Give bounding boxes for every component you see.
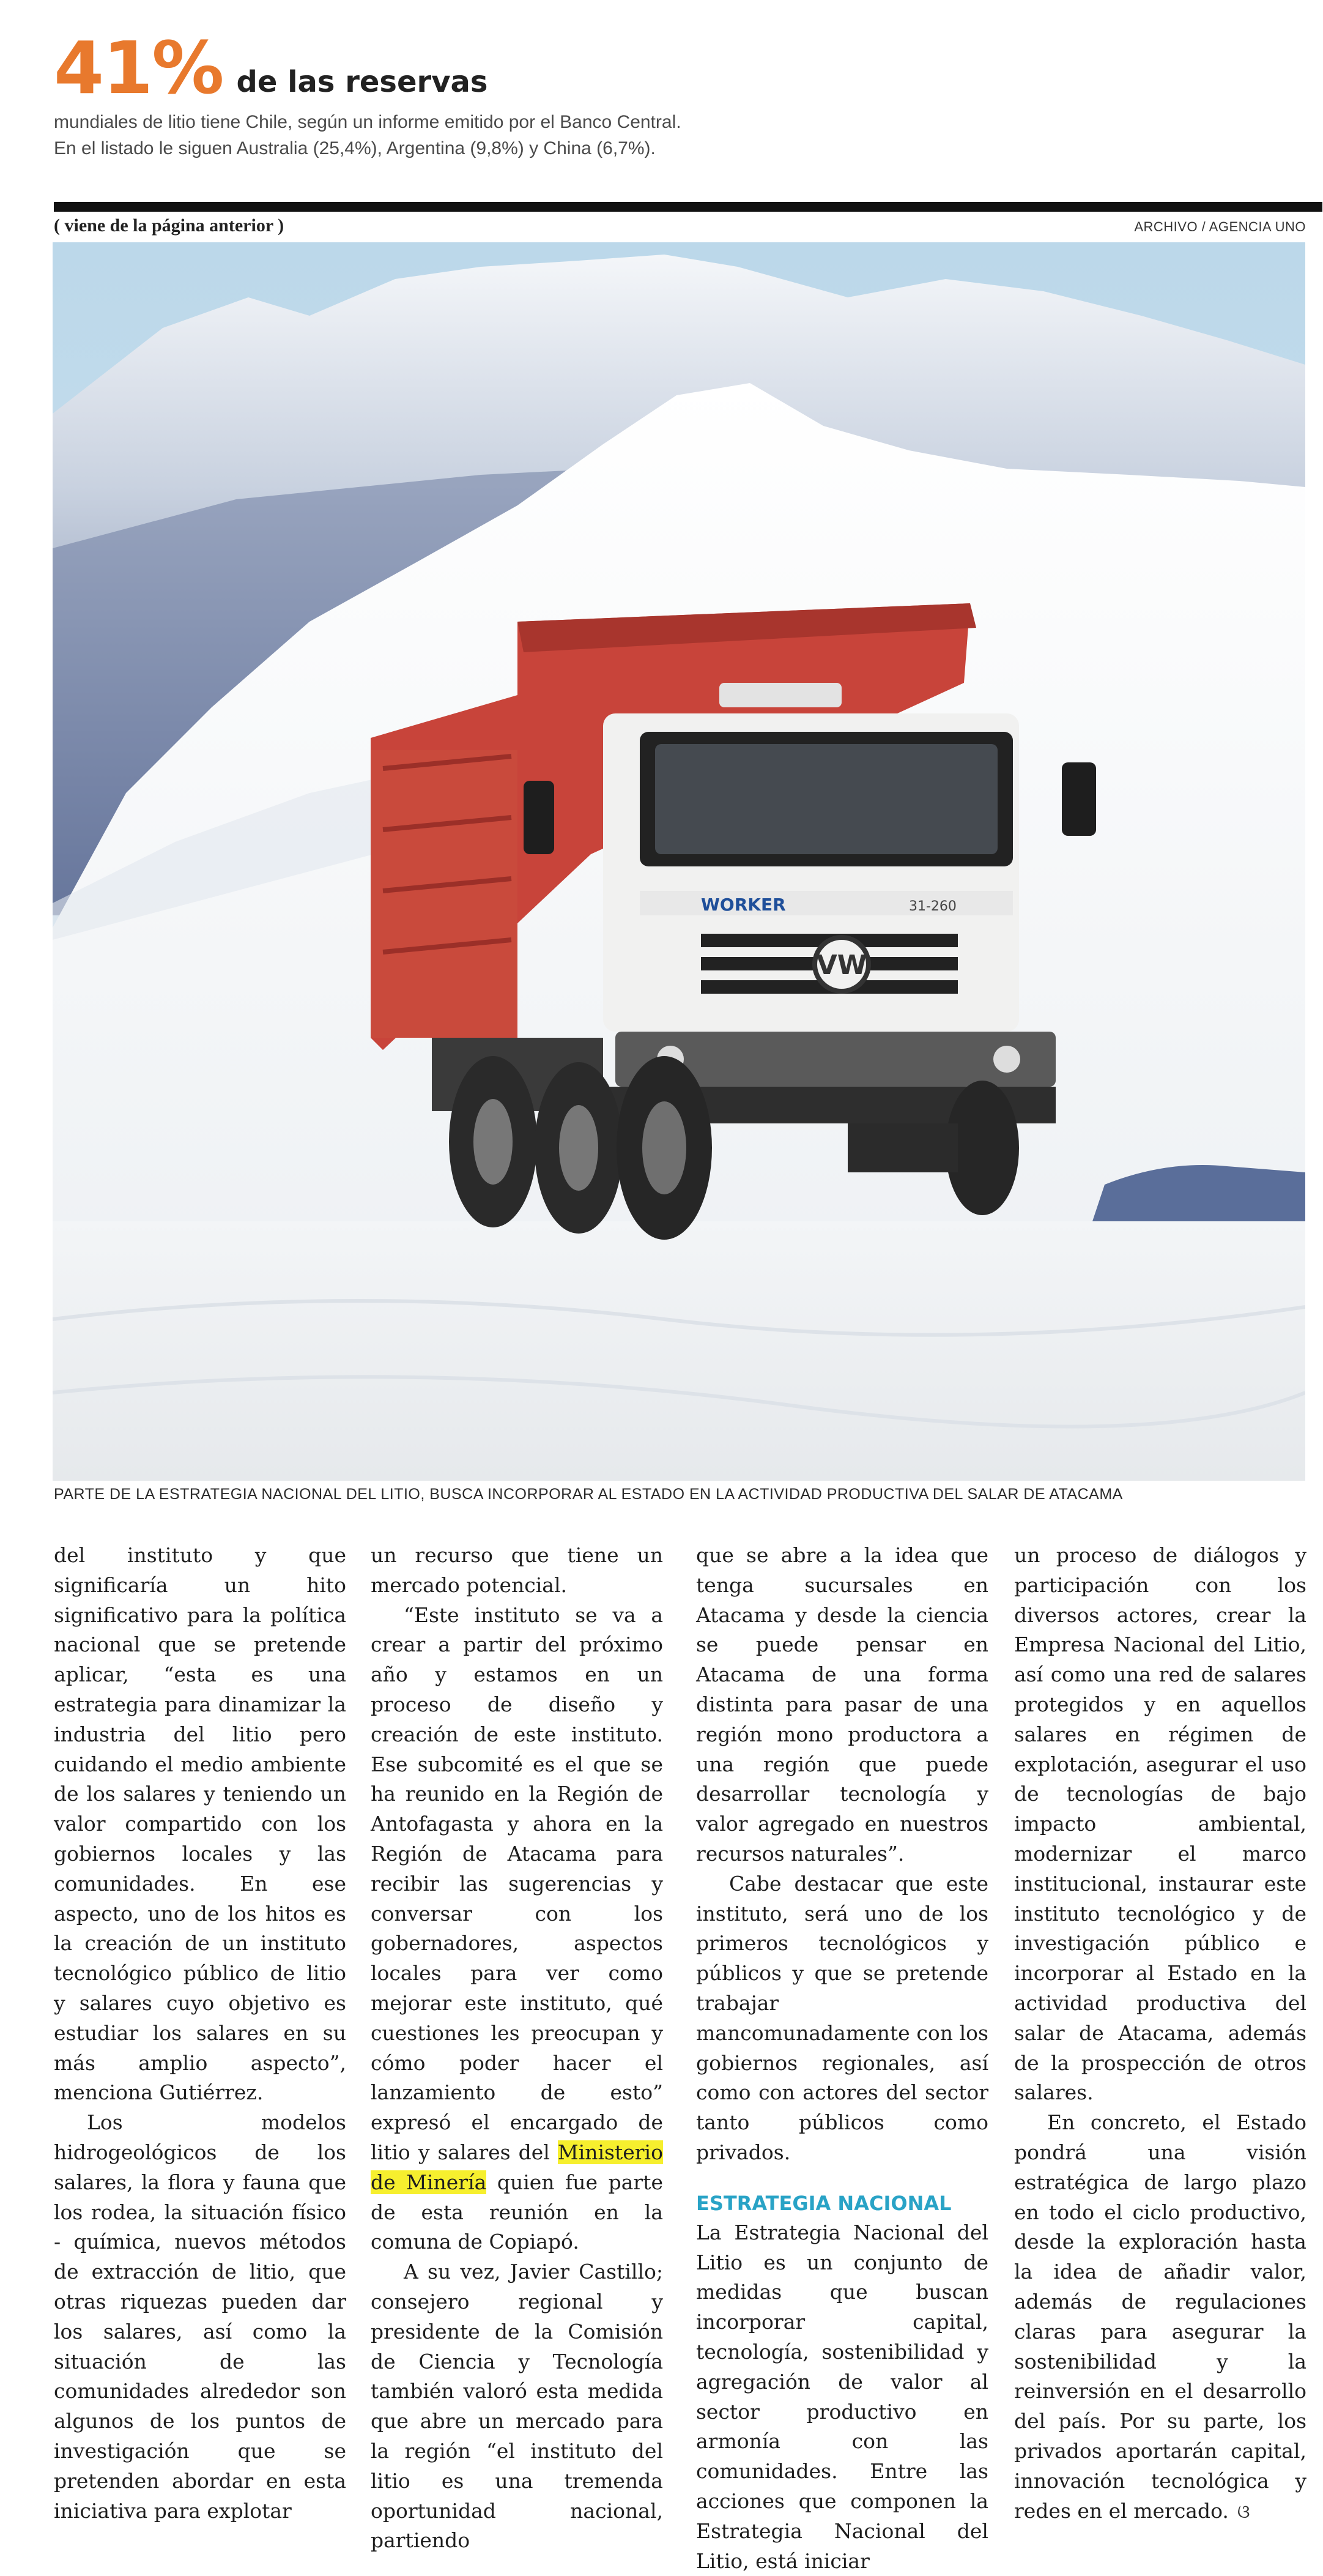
paragraph-text-end: quien fue parte de esta reunión en la comuna de Copiapó. [371, 2170, 663, 2254]
stat-line [54, 26, 727, 110]
stat-block [54, 26, 727, 162]
svg-text:VW: VW [816, 950, 867, 981]
column-4 [1014, 1541, 1306, 2527]
stat-text: mundiales de litio tiene Chile, según un informe emitido por el Banco Central. En el listado le siguen Australia (25,4%), Argentina (9,8%) y China (6,7%). [54, 112, 681, 158]
paragraph-with-highlight [371, 1601, 663, 2258]
truck-model-text: 31-260 [909, 899, 957, 914]
article-photo [53, 242, 1305, 1481]
column-2 [371, 1541, 663, 2556]
salt-flat-truck-illustration [53, 242, 1305, 1481]
photo-credit: ARCHIVO / AGENCIA UNO [1134, 219, 1306, 234]
section-divider [54, 202, 1322, 212]
article-body [53, 1541, 1306, 2573]
paragraph: que se abre a la idea que tenga sucursales en Atacama y desde la ciencia se puede pensar en Atacama de una forma distinta para pasar de una región mono productora a una región que puede desarrollar tecnología y valor agregado en nuestros recursos naturales”. [696, 1543, 988, 1866]
paragraph: Cabe destacar que este instituto, será uno de los primeros tecnológicos y públicos y que se pretende trabajar mancomunadamente con los gobiernos regionales, así como con actores del sector tanto públicos como privados. [696, 1871, 988, 2164]
paragraph-final [1014, 2108, 1306, 2527]
column-3 [696, 1541, 988, 2576]
paragraph: Los modelos hidrogeológicos de los salares, la flora y fauna que los rodea, la situación físico - química, nuevos métodos de extracción de litio, que otras riquezas pueden dar los salares, así como la situación de las comunidades alrededor son algunos de los puntos de investigación que se pretenden abordar en esta iniciativa para explotar [54, 2110, 346, 2523]
paragraph: del instituto y que significaría un hito significativo para la política nacional que se pretende aplicar, “esta es una estrategia para dinamizar la industria del litio pero cuidando el medio ambiente de los salares y teniendo un valor compartido con los gobiernos locales y las comunidades. En ese aspecto, uno de los hitos es la creación de un instituto tecnológico público de litio y salares cuyo objetivo es estudiar los salares en su más amplio aspecto”, menciona Gutiérrez. [54, 1543, 346, 2105]
paragraph: un proceso de diálogos y participación con los diversos actores, crear la Empresa Nacional del Litio, así como una red de salares protegidos y en aquellos salares en régimen de explotación, asegurar el uso de tecnologías de bajo impacto ambiental, modernizar el marco institucional, instaurar este instituto tecnológico y de investigación público e incorporar al Estado en la actividad productiva del salar de Atacama, además de la prospección de otros salares. [1014, 1543, 1306, 2105]
end-of-article-icon: ଓ [1237, 2501, 1250, 2523]
section-subhead: ESTRATEGIA NACIONAL [696, 2191, 952, 2215]
paragraph: un recurso que tiene un mercado potencial. [371, 1543, 663, 1597]
paragraph-text: “Este instituto se va a crear a partir del próximo año y estamos en un proceso de diseño y creación de este instituto. Ese subcomité es el que se ha reunido en la Región de Antofagasta y ahora en la Región de Atacama para recibir las sugerencias y conversar con los gobernadores, aspectos locales para ver como mejorar este instituto, qué cuestiones les preocupan y cómo poder hacer el lanzamiento de esto” expresó el encargado de litio y salares del [371, 1603, 663, 2164]
paragraph: A su vez, Javier Castillo; consejero regional y presidente de la Comisión de Ciencia y Tecnología también valoró esta medida que abre un mercado para la región “el instituto del litio es una tremenda oportunidad nacional, partiendo [371, 2260, 663, 2553]
column-1 [54, 1541, 346, 2526]
stat-number: 41% [54, 26, 223, 110]
continued-note: ( viene de la página anterior ) [54, 215, 284, 236]
photo-caption: PARTE DE LA ESTRATEGIA NACIONAL DEL LITIO, BUSCA INCORPORAR AL ESTADO EN LA ACTIVIDAD PRODUCTIVA DEL SALAR DE ATACAMA [54, 1486, 1123, 1503]
paragraph: La Estrategia Nacional del Litio es un conjunto de medidas que buscan incorporar capital, tecnología, sostenibilidad y agregación de valor al sector productivo en armonía con las comunidades. Entre las acciones que componen la Estrategia Nacional del Litio, está iniciar [696, 2220, 988, 2573]
highlighted-ministry: Ministerio de Minería [371, 2140, 663, 2194]
stat-headline: de las reservas [236, 65, 488, 99]
paragraph-text: En concreto, el Estado pondrá una visión estratégica de largo plazo en todo el ciclo productivo, desde la exploración hasta la idea de añadir valor, además de regulaciones claras para asegurar la sostenibilidad y la reinversión en el desarrollo del país. Por su parte, los privados aportarán capital, innovación tecnológica y redes en el mercado. [1014, 2110, 1306, 2523]
truck-brand-text: WORKER [701, 895, 786, 915]
